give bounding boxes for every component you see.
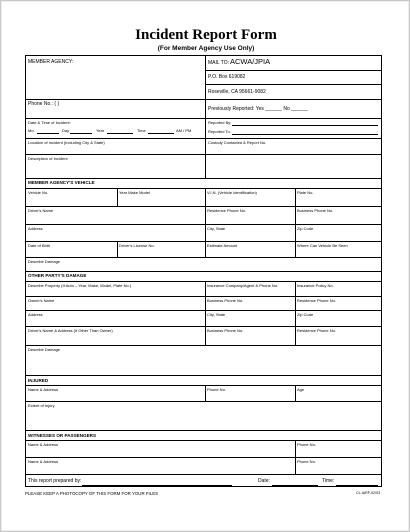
divider	[26, 138, 382, 139]
phone-field[interactable]: Phone No.: ( )	[28, 101, 60, 107]
injured-section-title: INJURED	[28, 378, 49, 383]
divider	[205, 385, 206, 401]
city-address: Roseville, CA 95661-9082	[208, 89, 266, 95]
reported-to-input[interactable]	[232, 134, 378, 135]
previously-reported-field[interactable]: Previously Reported: Yes ______ No ______	[208, 106, 308, 112]
vehicle-damage-label: Describe Damage	[28, 259, 61, 264]
day-label: Day	[62, 128, 70, 133]
time-input[interactable]	[148, 133, 174, 134]
insurance-company-label: Insurance Company/Agent & Phone No.	[207, 283, 279, 288]
estimate-label: Estimate Amount	[207, 243, 238, 248]
injured-age-label: Age	[297, 387, 305, 392]
witness-2-name-label: Name & Address	[28, 459, 59, 464]
location-label: Location of Incident (Including City & State)	[28, 140, 105, 145]
divider	[26, 206, 382, 207]
divider	[117, 188, 118, 206]
year-label: Year	[96, 128, 105, 133]
divider	[26, 154, 382, 155]
other-party-section-title: OTHER PARTY'S DAMAGE	[28, 273, 87, 278]
member-agency-label: MEMBER AGENCY:	[28, 59, 74, 65]
vehicle-no-label: Vehicle No.	[28, 190, 49, 195]
divider	[26, 257, 382, 258]
divider	[26, 281, 382, 282]
form-title: Incident Report Form	[135, 27, 277, 43]
custody-label: Custody Contacted & Report No.	[208, 140, 267, 145]
date-time-label: Date & Time of Incident:	[28, 120, 71, 125]
divider	[26, 385, 382, 386]
divider	[26, 457, 382, 458]
prepared-by-input[interactable]	[82, 485, 232, 486]
reported-by-label: Reported By:	[208, 120, 232, 125]
signoff-date-label: Date:	[258, 478, 270, 484]
prepared-by-label: This report prepared by:	[28, 478, 82, 484]
injured-phone-label: Phone No.	[207, 387, 226, 392]
witnesses-section-title: WITNESSES OR PASSENGERS	[28, 433, 97, 438]
month-input[interactable]	[37, 133, 59, 134]
divider	[26, 271, 382, 272]
witness-1-phone-label: Phone No.	[297, 442, 316, 447]
divider	[205, 281, 206, 345]
divider	[205, 56, 206, 178]
witness-2-phone-label: Phone No.	[297, 459, 316, 464]
divider	[26, 224, 382, 225]
divider	[205, 70, 382, 71]
vehicle-section-title: MEMBER AGENCY'S VEHICLE	[28, 180, 95, 185]
divider	[295, 440, 296, 474]
other-residence-phone-2-label: Residence Phone No.	[297, 328, 336, 333]
year-input[interactable]	[107, 133, 133, 134]
divider	[295, 385, 296, 401]
time-label: Time	[137, 128, 146, 133]
policy-label: Insurance Policy No.	[297, 283, 334, 288]
divider	[26, 178, 382, 179]
other-business-phone-2-label: Business Phone No.	[207, 328, 244, 333]
divider	[26, 474, 382, 475]
other-city-state-label: City, State	[207, 312, 226, 317]
divider	[205, 188, 206, 257]
other-driver-label: Driver's Name & Address (If Other Than Owner)	[28, 328, 113, 333]
divider	[295, 188, 296, 257]
po-box: P.O. Box 619082	[208, 74, 246, 80]
describe-property-label: Describe Property (If Auto – Year, Make, Model, Plate No.)	[28, 283, 132, 288]
mail-to-value: ACWA/JPIA	[230, 57, 271, 66]
other-damage-label: Describe Damage	[28, 347, 61, 352]
divider	[295, 281, 296, 345]
day-input[interactable]	[70, 133, 92, 134]
divider	[26, 310, 382, 311]
reported-to-label: Reported To:	[208, 129, 231, 134]
signoff-date-input[interactable]	[272, 485, 318, 486]
injured-name-label: Name & Address	[28, 387, 59, 392]
vin-label: V.I.N. (Vehicle Identification)	[207, 190, 257, 195]
mail-to-label: MAIL TO:	[208, 60, 230, 66]
where-seen-label: Where Can Vehicle Be Seen	[297, 243, 348, 248]
ampm-label: AM / PM	[176, 128, 192, 133]
extent-injury-label: Extent of Injury	[28, 403, 55, 408]
month-label: Mo.	[28, 128, 35, 133]
address-label: Address	[28, 226, 43, 231]
other-zip-label: Zip Code	[297, 312, 314, 317]
divider	[26, 326, 382, 327]
description-label: Description of Incident	[28, 156, 68, 161]
divider	[26, 296, 382, 297]
divider	[26, 241, 382, 242]
plate-label: Plate No.	[297, 190, 314, 195]
divider	[26, 401, 382, 402]
other-business-phone-label: Business Phone No.	[207, 298, 244, 303]
city-state-label: City, State	[207, 226, 226, 231]
signoff-time-input[interactable]	[336, 485, 378, 486]
form-subtitle: (For Member Agency Use Only)	[157, 45, 255, 52]
footer-note: PLEASE KEEP A PHOTOCOPY OF THIS FORM FOR YOUR FILES	[25, 491, 159, 496]
divider	[26, 430, 382, 431]
signoff-time-label: Time:	[322, 478, 335, 484]
witness-1-name-label: Name & Address	[28, 442, 59, 447]
business-phone-label: Business Phone No.	[297, 208, 334, 213]
divider	[26, 440, 382, 441]
other-address-label: Address	[28, 312, 43, 317]
residence-phone-label: Residence Phone No.	[207, 208, 246, 213]
year-make-model-label: Year Make Model	[119, 190, 150, 195]
divider	[205, 84, 382, 85]
divider	[117, 241, 118, 257]
form-code: CL-IARF-02/03	[356, 491, 381, 495]
other-residence-phone-label: Residence Phone No.	[297, 298, 336, 303]
zip-label: Zip Code	[297, 226, 314, 231]
owner-name-label: Owner's Name	[28, 298, 55, 303]
incident-form	[25, 55, 382, 487]
divider	[26, 188, 382, 189]
driver-name-label: Driver's Name	[28, 208, 54, 213]
divider	[26, 118, 382, 119]
divider	[26, 345, 382, 346]
license-label: Driver's License No.	[119, 243, 155, 248]
divider	[26, 375, 382, 376]
dob-label: Date of Birth	[28, 243, 51, 248]
reported-by-input[interactable]	[232, 125, 378, 126]
divider	[26, 99, 382, 100]
